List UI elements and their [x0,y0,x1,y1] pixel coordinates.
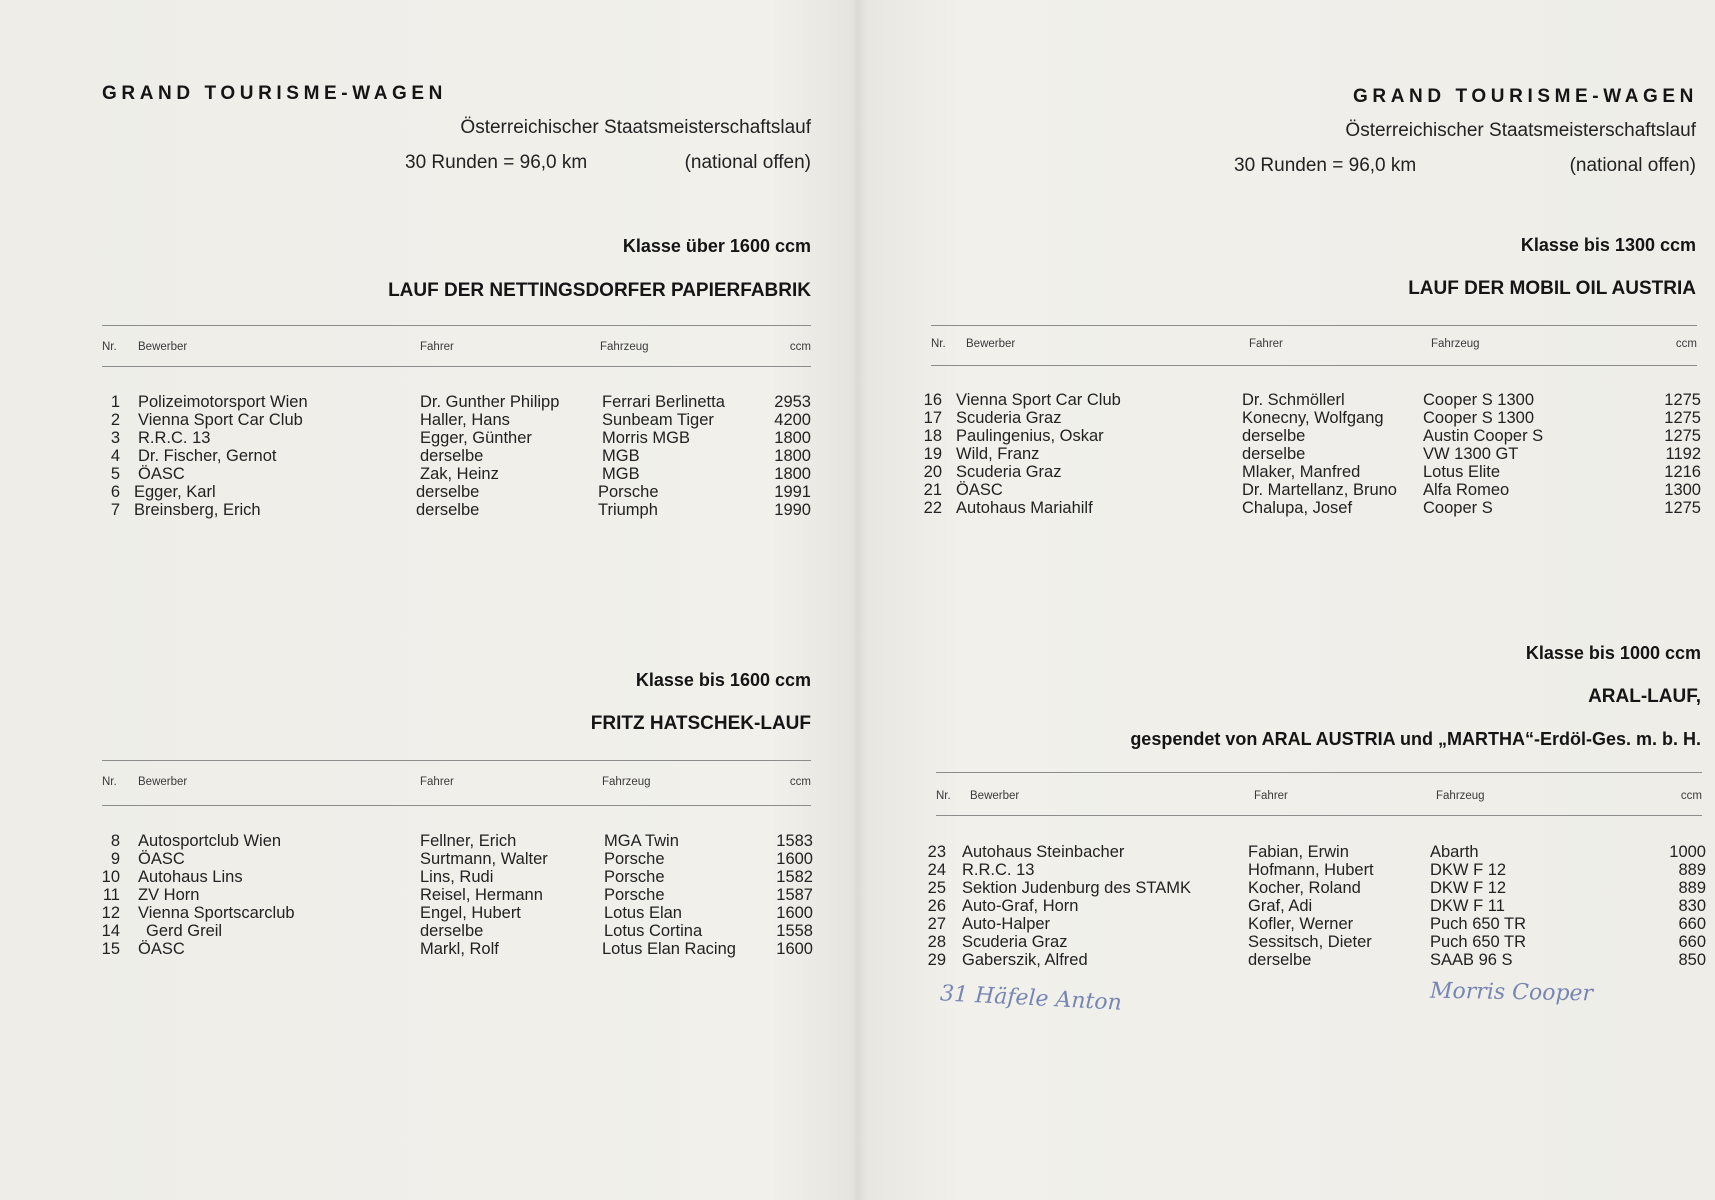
header-bewerber: Bewerber [138,776,188,788]
entry-table [924,843,1706,969]
table-row: 14 Gerd Greil derselbe Lotus Cortina 1558 [101,922,813,940]
table-header [931,338,1697,354]
table-row: 15 ÖASC Markl, Rolf Lotus Elan Racing 1600 [101,940,813,958]
table-row: 10 Autohaus Lins Lins, Rudi Porsche 1582 [101,868,813,886]
class-heading: Klasse bis 1600 ccm [635,670,811,690]
table-row: 22 Autohaus Mariahilf Chalupa, Josef Cooper S 1275 [923,499,1701,517]
header-fahrzeug: Fahrzeug [600,341,649,353]
table-row: 2 Vienna Sport Car Club Haller, Hans Sunbeam Tiger 4200 [110,411,811,429]
national-open-text: (national offen) [684,152,811,173]
distance-text: 30 Runden = 96,0 km [1234,155,1417,176]
class-heading: Klasse bis 1300 ccm [1520,235,1696,255]
header-nr: Nr. [102,341,117,353]
divider [102,805,811,806]
table-row: 11 ZV Horn Reisel, Hermann Porsche 1587 [102,886,813,904]
race-heading: LAUF DER NETTINGSDORFER PAPIERFABRIK [388,280,811,301]
left-page [0,0,857,1200]
class-heading: Klasse über 1600 ccm [622,236,811,256]
table-row: 24 R.R.C. 13 Hofmann, Hubert DKW F 12 889 [927,861,1706,879]
divider [936,815,1702,816]
header-fahrzeug: Fahrzeug [1431,338,1480,350]
race-heading: FRITZ HATSCHEK-LAUF [590,713,811,734]
header-fahrer: Fahrer [420,776,454,788]
distance-text: 30 Runden = 96,0 km [405,152,588,173]
table-row: 19 Wild, Franz derselbe VW 1300 GT 1192 [923,445,1701,463]
header-fahrer: Fahrer [1254,790,1288,802]
divider [931,325,1697,326]
header-nr: Nr. [936,790,951,802]
header-bewerber: Bewerber [138,341,188,353]
divider [936,772,1702,773]
divider [102,325,811,326]
header-bewerber: Bewerber [970,790,1020,802]
table-row: 29 Gaberszik, Alfred derselbe SAAB 96 S 850 [927,951,1706,969]
header-nr: Nr. [102,776,117,788]
table-row: 9 ÖASC Surtmann, Walter Porsche 1600 [110,850,813,868]
divider [102,760,811,761]
header-ccm: ccm [789,776,811,788]
handwritten-note-car: Morris Cooper [1429,978,1594,1007]
right-page [858,0,1715,1200]
table-row: 12 Vienna Sportscarclub Engel, Hubert Lotus Elan 1600 [101,904,813,922]
table-row: 27 Auto-Halper Kofler, Werner Puch 650 TR 660 [927,915,1706,933]
header-fahrzeug: Fahrzeug [602,776,651,788]
championship-subtitle: Österreichischer Staatsmeisterschaftslauf [1345,120,1696,141]
table-header [936,790,1702,806]
table-row: 23 Autohaus Steinbacher Fabian, Erwin Abarth 1000 [927,843,1706,861]
divider [931,365,1697,366]
table-row: 17 Scuderia Graz Konecny, Wolfgang Cooper S 1300 1275 [923,409,1701,427]
race-sponsor-line: gespendet von ARAL AUSTRIA und „MARTHA“-Erdöl-Ges. m. b. H. [1130,729,1701,749]
page-title: GRAND TOURISME-WAGEN [102,83,447,104]
table-row: 18 Paulingenius, Oskar derselbe Austin Cooper S 1275 [923,427,1701,445]
table-row: 28 Scuderia Graz Sessitsch, Dieter Puch 650 TR 660 [927,933,1706,951]
table-row: 4 Dr. Fischer, Gernot derselbe MGB 1800 [110,447,811,465]
table-row: 8 Autosportclub Wien Fellner, Erich MGA Twin 1583 [110,832,813,850]
table-row: 7 Breinsberg, Erich derselbe Triumph 1990 [110,501,811,519]
table-header [102,341,811,357]
page-title: GRAND TOURISME-WAGEN [1353,86,1698,107]
header-fahrer: Fahrer [1249,338,1283,350]
entry-table [98,393,815,519]
championship-subtitle: Österreichischer Staatsmeisterschaftslauf [460,117,811,138]
header-bewerber: Bewerber [966,338,1016,350]
national-open-text: (national offen) [1569,155,1696,176]
table-row: 1 Polizeimotorsport Wien Dr. Gunther Philipp Ferrari Berlinetta 2953 [110,393,811,411]
table-row: 5 ÖASC Zak, Heinz MGB 1800 [110,465,811,483]
header-fahrer: Fahrer [420,341,454,353]
header-ccm: ccm [1680,790,1702,802]
divider [102,366,811,367]
class-heading: Klasse bis 1000 ccm [1525,643,1701,663]
table-row: 16 Vienna Sport Car Club Dr. Schmöllerl Cooper S 1300 1275 [923,391,1701,409]
header-ccm: ccm [1675,338,1697,350]
table-row: 6 Egger, Karl derselbe Porsche 1991 [110,483,811,501]
table-row: 3 R.R.C. 13 Egger, Günther Morris MGB 1800 [110,429,811,447]
entry-table [98,832,815,958]
table-row: 25 Sektion Judenburg des STAMK Kocher, Roland DKW F 12 889 [927,879,1706,897]
header-fahrzeug: Fahrzeug [1436,790,1485,802]
table-row: 26 Auto-Graf, Horn Graf, Adi DKW F 11 830 [927,897,1706,915]
handwritten-note-entry: 31 Häfele Anton [939,981,1123,1016]
race-heading: LAUF DER MOBIL OIL AUSTRIA [1408,278,1696,299]
entry-table [920,391,1701,517]
race-heading: ARAL-LAUF, [1588,686,1701,707]
table-row: 20 Scuderia Graz Mlaker, Manfred Lotus Elite 1216 [923,463,1701,481]
table-row: 21 ÖASC Dr. Martellanz, Bruno Alfa Romeo 1300 [923,481,1701,499]
table-header [102,776,811,792]
header-nr: Nr. [931,338,946,350]
header-ccm: ccm [789,341,811,353]
